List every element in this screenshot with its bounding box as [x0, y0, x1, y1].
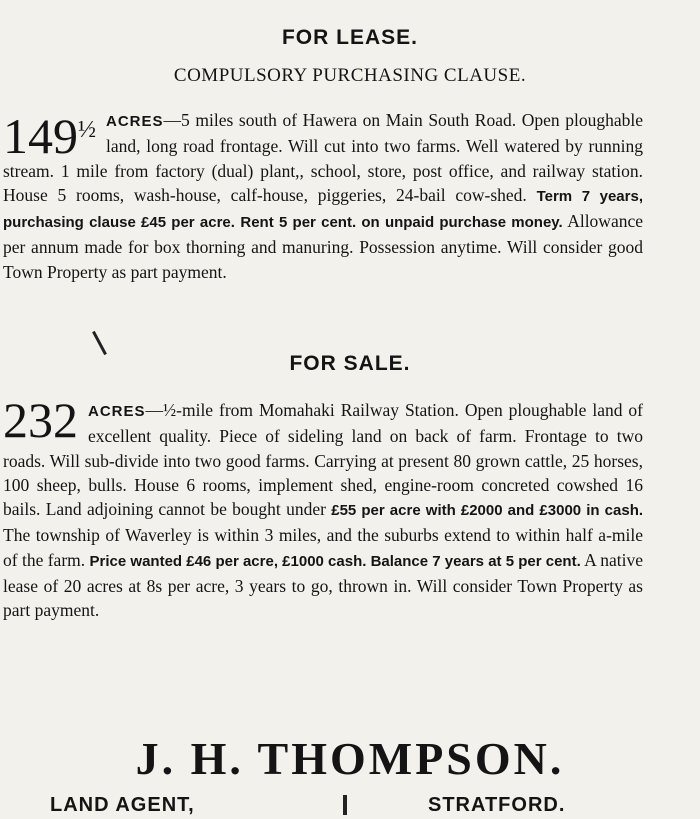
sale-price-adjoining: £55 per acre with £2000 and £3000 in cash. — [331, 502, 644, 520]
lease-acreage: $149^{\frac{1}{2}}$ — [3, 108, 96, 164]
sale-acreage: 232 — [3, 392, 78, 448]
for-sale-heading: FOR SALE. — [289, 352, 411, 375]
agent-name: J. H. THOMPSON. — [135, 733, 565, 784]
lease-acres-label: ACRES — [106, 113, 164, 130]
lease-conditions: Allowance per annum made for box thorning and manuring. Possession anytime. Will consider good Town Property as part payment. — [3, 211, 643, 282]
agent-town: STRATFORD. — [428, 794, 566, 816]
sale-acres-label: ACRES — [88, 403, 146, 420]
footer-divider — [343, 795, 347, 815]
sale-native-lease: A native lease of 20 acres at 8s per acre, 3 years to go, thrown in. Will consider Town Property as part payment. — [3, 549, 643, 621]
lease-rent: Rent 5 per cent. on unpaid purchase money. — [240, 214, 563, 232]
sale-price-wanted: Price wanted £46 per acre, £1000 cash. Balance 7 years at 5 per cent. — [89, 552, 581, 570]
sale-description: —½-mile from Momahaki Railway Station. Open ploughable land of excellent quality. Piece of sideling land on back of farm. Frontage to two roads. Will sub-divide into two good farms. Carrying at present 80 grown cattle, 25 horses, 100 sheep, bulls. House 6 rooms, implement shed, engine-room concreted cowshed 16 bails. Land adjoining cannot be bought under — [3, 400, 643, 520]
sale-listing — [3, 392, 644, 623]
lease-listing — [3, 108, 643, 284]
lease-description: —5 miles south of Hawera on Main South Road. Open ploughable land, long road frontage. Will cut into two farms. Well watered by running stream. 1 mile from factory (dual) plant,, school, store, post office, and railway station. House 5 rooms, wash-house, calf-house, piggeries, 24-bail cow-shed. — [3, 110, 643, 205]
sale-township-note: The township of Waverley is within 3 miles, and the suburbs extend to within half a-mile of the farm. — [3, 525, 643, 570]
for-lease-heading: FOR LEASE. — [281, 26, 418, 49]
agent-role: LAND AGENT, — [50, 794, 195, 816]
lease-terms: Term 7 years, purchasing clause £45 per acre. — [3, 187, 643, 232]
compulsory-purchasing-subheading: COMPULSORY PURCHASING CLAUSE. — [173, 65, 527, 86]
